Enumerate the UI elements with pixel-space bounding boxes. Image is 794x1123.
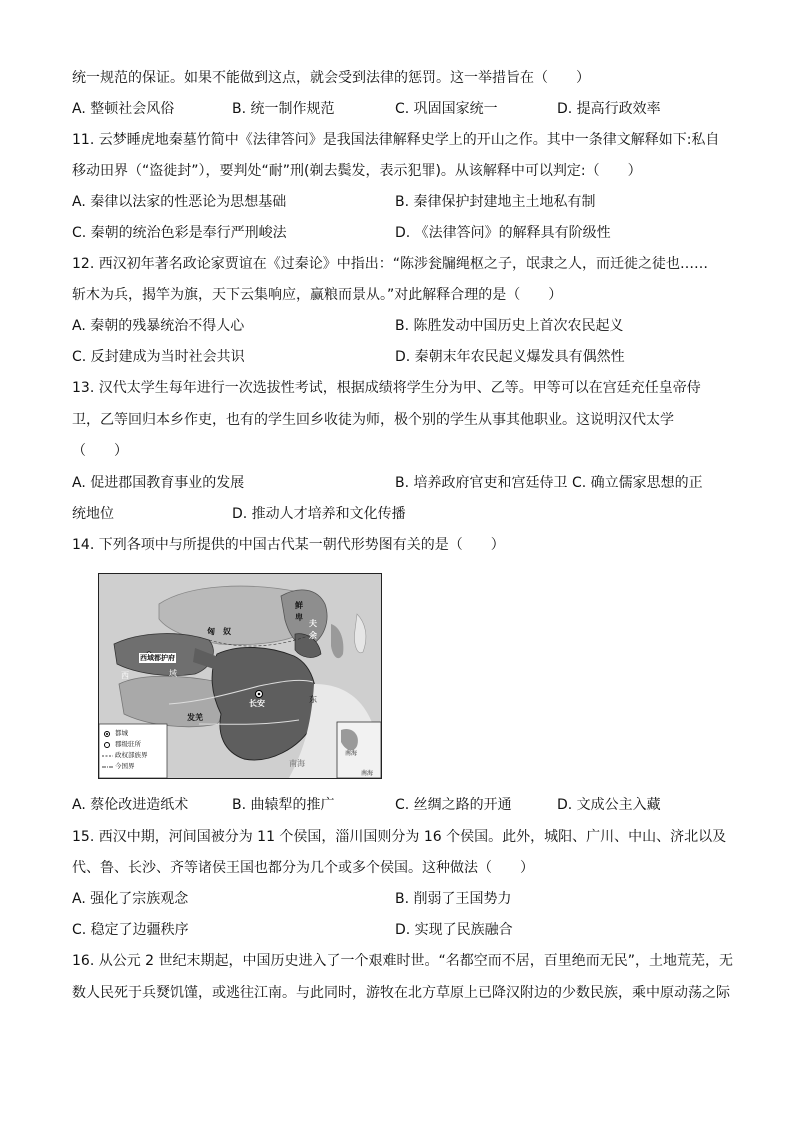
- q13-stem-2: 卫，乙等回归本乡作吏，也有的学生回乡收徒为师，极个别的学生从事其他职业。这说明汉代太学: [72, 412, 674, 428]
- map-inset-label-nanhai: 南海: [345, 750, 358, 757]
- q13-option-b-c[interactable]: B. 培养政府官吏和宫廷侍卫 C. 确立儒家思想的正: [395, 475, 703, 491]
- q12-option-c[interactable]: C. 反封建成为当时社会共识: [72, 349, 245, 365]
- map-label-donghai: 东: [309, 695, 317, 704]
- q11-option-c[interactable]: C. 秦朝的统治色彩是奉行严刑峻法: [72, 225, 287, 241]
- q11-stem-2: 移动田界（“盗徙封”），要判处“耐”刑(剃去鬓发，表示犯罪)。从该解释中可以判定:（ ）: [72, 163, 642, 179]
- q12-option-b[interactable]: B. 陈胜发动中国历史上首次农民起义: [395, 318, 624, 334]
- q12-option-a[interactable]: A. 秦朝的残暴统治不得人心: [72, 318, 245, 334]
- q16-stem-1: 16. 从公元 2 世纪末期起，中国历史进入了一个艰难时世。“名都空而不居，百里绝而无民”，土地荒芜，无: [72, 953, 734, 969]
- q10-option-c[interactable]: C. 巩固国家统一: [395, 101, 498, 117]
- q15-option-d[interactable]: D. 实现了民族融合: [395, 922, 513, 938]
- map-label-nanhai: 南海: [289, 759, 305, 768]
- map-label-changan: 长安: [249, 699, 265, 708]
- q14-stem: 14. 下列各项中与所提供的中国古代某一朝代形势图有关的是（ ）: [72, 537, 505, 553]
- q16-stem-2: 数人民死于兵燹饥馑，或逃往江南。与此同时，游牧在北方草原上已降汉附边的少数民族，乘中原动荡之际: [72, 985, 730, 1001]
- q10-option-d[interactable]: D. 提高行政效率: [557, 101, 661, 117]
- q15-stem-2: 代、鲁、长沙、齐等诸侯王国也都分为几个或多个侯国。这种做法（ ）: [72, 860, 534, 876]
- legend-regime-boundary: 政权部族界: [115, 751, 148, 759]
- q13-option-d[interactable]: D. 推动人才培养和文化传播: [232, 506, 406, 522]
- map-graphic: [99, 574, 381, 778]
- q11-stem-1: 11. 云梦睡虎地秦墓竹简中《法律答问》是我国法律解释史学上的开山之作。其中一条律文解释如下:私自: [72, 132, 720, 148]
- q12-option-d[interactable]: D. 秦朝末年农民起义爆发具有偶然性: [395, 349, 625, 365]
- map-label-xianbei-2: 卑: [295, 613, 303, 622]
- q15-option-c[interactable]: C. 稳定了边疆秩序: [72, 922, 189, 938]
- q13-stem-1: 13. 汉代太学生每年进行一次选拔性考试，根据成绩将学生分为甲、乙等。甲等可以在宫廷充任皇帝侍: [72, 380, 701, 396]
- q15-stem-1: 15. 西汉中期，河间国被分为 11 个侯国，淄川国则分为 16 个侯国。此外，城阳、广川、中山、济北以及: [72, 829, 727, 845]
- q15-option-a[interactable]: A. 强化了宗族观念: [72, 891, 189, 907]
- q11-option-a[interactable]: A. 秦律以法家的性恶论为思想基础: [72, 194, 287, 210]
- legend-modern-border: 今国界: [115, 762, 135, 770]
- q15-option-b[interactable]: B. 削弱了王国势力: [395, 891, 512, 907]
- q11-option-d[interactable]: D. 《法律答问》的解释具有阶级性: [395, 225, 611, 241]
- q14-option-b[interactable]: B. 曲辕犁的推广: [232, 797, 335, 813]
- map-label-xiongnu: 匈 奴: [207, 627, 231, 636]
- map-label-xi: 西: [121, 671, 129, 680]
- legend-capital: 都城: [115, 729, 128, 737]
- q12-stem-1: 12. 西汉初年著名政论家贾谊在《过秦论》中指出：“陈涉瓮牖绳枢之子，氓隶之人，而迁徙之徒也……: [72, 256, 708, 272]
- q12-stem-2: 斩木为兵，揭竿为旗，天下云集响应，赢粮而景从。”对此解释合理的是（ ）: [72, 287, 563, 303]
- map-label-xiyu-duhufu: 西域都护府: [140, 654, 175, 662]
- q14-option-a[interactable]: A. 蔡伦改进造纸术: [72, 797, 189, 813]
- q11-option-b[interactable]: B. 秦律保护封建地主土地私有制: [395, 194, 596, 210]
- map-label-yu: 域: [169, 669, 177, 678]
- q10-option-a[interactable]: A. 整顿社会风俗: [72, 101, 175, 117]
- q13-stem-3: （ ）: [72, 443, 128, 459]
- q14-option-d[interactable]: D. 文成公主入藏: [557, 797, 661, 813]
- map-label-fuyu-2: 余: [309, 631, 317, 640]
- q13-option-c-continued: 统地位: [72, 506, 114, 522]
- q14-option-c[interactable]: C. 丝绸之路的开通: [395, 797, 512, 813]
- han-dynasty-map: [98, 573, 382, 779]
- map-label-faqiang: 发羌: [187, 713, 203, 722]
- map-inset-corner-label: 南海: [361, 770, 374, 777]
- q10-option-b[interactable]: B. 统一制作规范: [232, 101, 335, 117]
- legend-commandery: 郡级驻所: [115, 740, 141, 748]
- map-label-xianbei-1: 鲜: [295, 601, 303, 610]
- q13-option-a[interactable]: A. 促进郡国教育事业的发展: [72, 475, 245, 491]
- map-label-fuyu-1: 夫: [309, 619, 317, 628]
- q10-stem-tail: 统一规范的保证。如果不能做到这点，就会受到法律的惩罚。这一举措旨在（ ）: [72, 70, 590, 86]
